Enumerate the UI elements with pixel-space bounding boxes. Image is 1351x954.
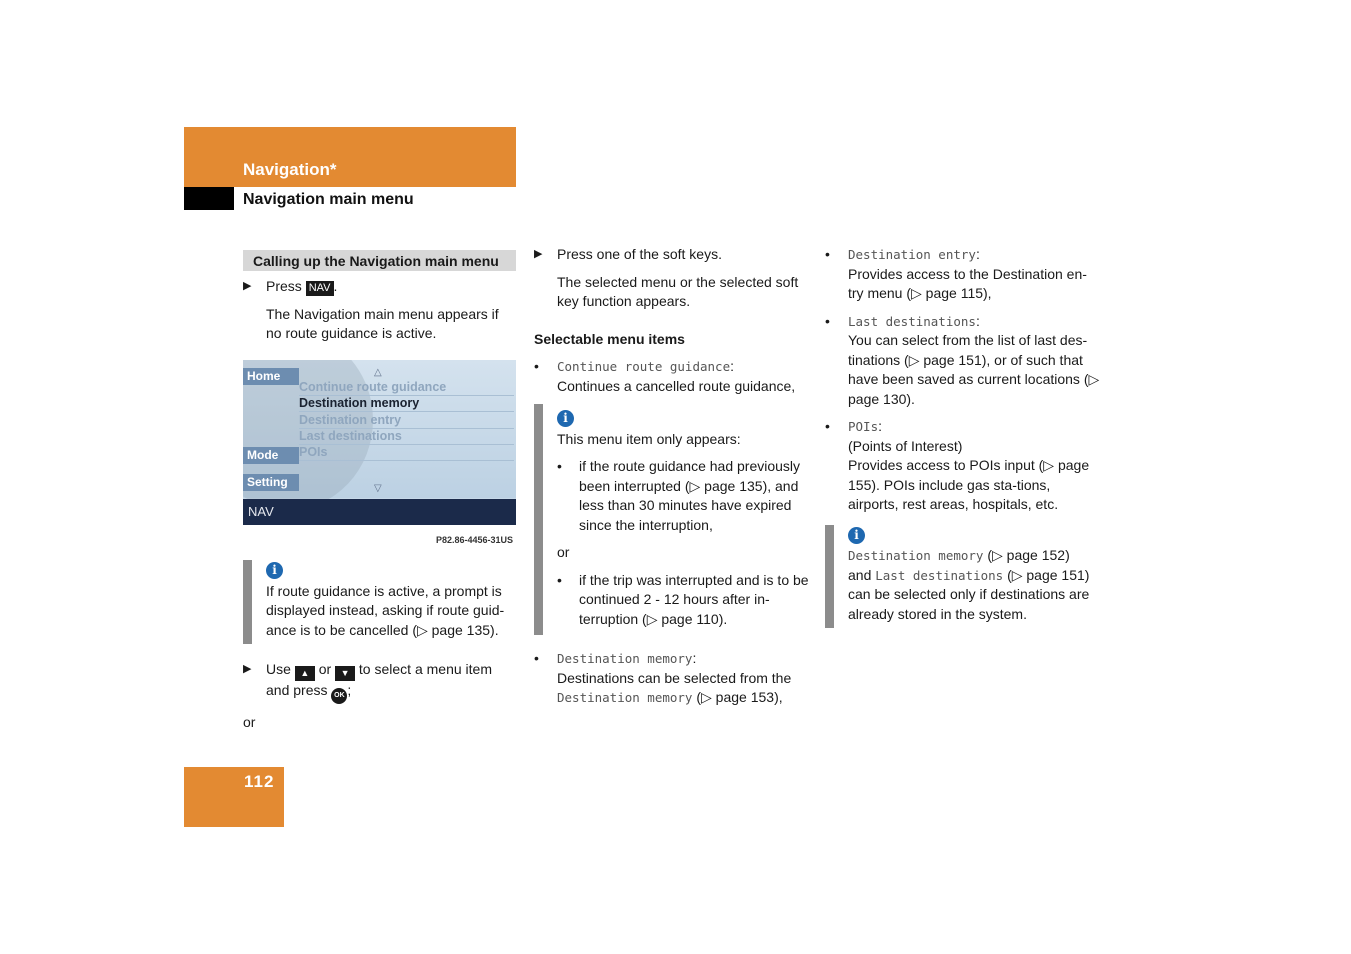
info-bar [243, 560, 252, 644]
menu-item-desc: (▷ page 153), [696, 689, 783, 705]
info-bullet [557, 457, 810, 535]
image-reference: P82.86-4456-31US [435, 534, 513, 545]
step-text: or [318, 661, 332, 677]
column-3 [825, 245, 1101, 628]
bullet-icon: • [825, 418, 830, 434]
info-bullet-text: if the trip was interrupted and is to be continued 2 - 12 hours after in-terruption (▷ page 110). [579, 571, 809, 627]
info-bar [534, 404, 543, 635]
bullet-icon: • [557, 458, 562, 474]
step-text: and press [266, 682, 328, 698]
screen-item: Continue route guidance [299, 380, 514, 396]
menu-item-desc: Provides access to the Destination en-try menu (▷ page 115), [848, 265, 1087, 301]
info-intro: This menu item only appears: [557, 430, 741, 447]
or-text: or [243, 714, 256, 730]
step-soft-keys [534, 245, 810, 265]
nav-screen-image [243, 360, 516, 525]
up-arrow-icon: △ [374, 366, 382, 378]
bullet-icon: • [534, 358, 539, 374]
page-subtitle: Navigation main menu [243, 191, 414, 208]
section-bar: Calling up the Navigation main menu [243, 250, 516, 271]
menu-item-pois: • POIs: (Points of Interest) Provides access to POIs input (▷ page 155). POIs include gas sta-tions, airports, rest areas, hospitals, etc. [825, 418, 1090, 512]
info-or: or [557, 544, 570, 560]
menu-item-code: Last destinations [848, 313, 976, 329]
info-box [243, 560, 516, 644]
triangle-right-icon: ▶ [243, 280, 252, 292]
column-1 [243, 250, 516, 733]
screen-item: POIs [299, 445, 514, 461]
header-orange-band [184, 127, 516, 187]
ok-key-icon: OK [331, 688, 347, 704]
menu-item-desc: Continues a cancelled route guidance, [557, 377, 796, 394]
step-text: Use [266, 661, 291, 677]
info-icon: i [266, 562, 283, 579]
bullet-icon: • [557, 571, 562, 588]
step-text-end: ; [347, 682, 352, 698]
menu-item-desc: Provides access to POIs input (▷ page 155). POIs include gas sta-tions, airports, rest areas, hospitals, etc. [848, 457, 1090, 512]
column-2 [534, 245, 810, 708]
menu-item-destination-memory: • Destination memory: Destinations can be selected from the Destination memory (▷ page 153), [534, 650, 792, 705]
info-bullet [557, 571, 810, 636]
info-and: and [848, 566, 872, 583]
bullet-icon: • [534, 650, 539, 666]
screen-tab-setting: Setting [243, 474, 299, 491]
info-bar [825, 525, 834, 629]
step-text: Press one of the soft keys. [557, 246, 722, 262]
info-text [848, 546, 1101, 628]
screen-tab-mode: Mode [243, 447, 299, 464]
screen-item: Last destinations [299, 429, 514, 445]
info-code: Destination memory [848, 548, 984, 563]
info-box [825, 525, 1101, 629]
info-text: If route guidance is active, a prompt is displayed instead, asking if route guid-ance is to be cancelled (▷ page 135). [266, 582, 505, 638]
info-code: Last destinations [875, 567, 1004, 583]
up-key-icon: ▲ [295, 666, 315, 681]
menu-item-last-destinations: • Last destinations: You can select from the list of last des-tinations (▷ page 151), or of such that have been saved as current locations (▷ page 130). [825, 312, 1100, 407]
menu-item-destination-entry: • Destination entry: Provides access to the Destination en-try menu (▷ page 115), [825, 246, 1087, 301]
info-desc: can be selected only if destinations are already stored in the system. [848, 586, 1090, 622]
step-result: The selected menu or the selected soft key function appears. [557, 273, 799, 309]
menu-item-desc: (Points of Interest) [848, 437, 963, 454]
step-text-end: . [333, 278, 338, 294]
step-select-item [243, 660, 516, 704]
menu-item-desc: Destinations can be selected from the [557, 669, 792, 686]
step-result: The Navigation main menu appears if no route guidance is active. [266, 305, 499, 341]
info-box [534, 404, 810, 635]
page-number: 112 [244, 772, 275, 791]
screen-item: Destination entry [299, 413, 514, 429]
menu-item-continue: • Continue route guidance: Continues a cancelled route guidance, [534, 358, 796, 394]
step-press-nav [243, 277, 516, 297]
menu-item-code: Destination entry [848, 247, 976, 262]
screen-nav-bar: NAV [243, 499, 516, 525]
info-icon: i [848, 527, 865, 544]
info-ref: (▷ page 152) [987, 547, 1070, 563]
down-key-icon: ▼ [335, 666, 355, 681]
menu-item-desc: You can select from the list of last des-tinations (▷ page 151), or of such that have been saved as current locations (▷ page 130). [848, 332, 1100, 407]
nav-key: NAV [306, 281, 334, 296]
screen-item-selected: Destination memory [299, 396, 514, 412]
info-icon: i [557, 410, 574, 427]
menu-item-code: POIs [848, 419, 879, 434]
info-ref: (▷ page 151) [1007, 566, 1090, 583]
triangle-right-icon: ▶ [243, 663, 252, 675]
menu-items-heading: Selectable menu items [534, 330, 685, 347]
step-text: to select a menu item [358, 661, 492, 677]
down-arrow-icon: ▽ [374, 482, 382, 494]
bullet-icon: • [825, 312, 830, 329]
triangle-right-icon: ▶ [534, 248, 543, 260]
header-black-tab [184, 187, 234, 210]
info-bullet-text: if the route guidance had previously been interrupted (▷ page 135), and less than 30 minutes have expired since the interruption, [579, 458, 801, 533]
menu-item-code: Continue route guidance [557, 359, 731, 374]
section-title: Navigation* [243, 160, 337, 179]
menu-item-code: Destination memory [557, 690, 693, 705]
step-text: Press [266, 278, 302, 294]
bullet-icon: • [825, 246, 830, 262]
menu-item-code: Destination memory [557, 651, 693, 666]
screen-tab-home: Home [243, 368, 299, 385]
